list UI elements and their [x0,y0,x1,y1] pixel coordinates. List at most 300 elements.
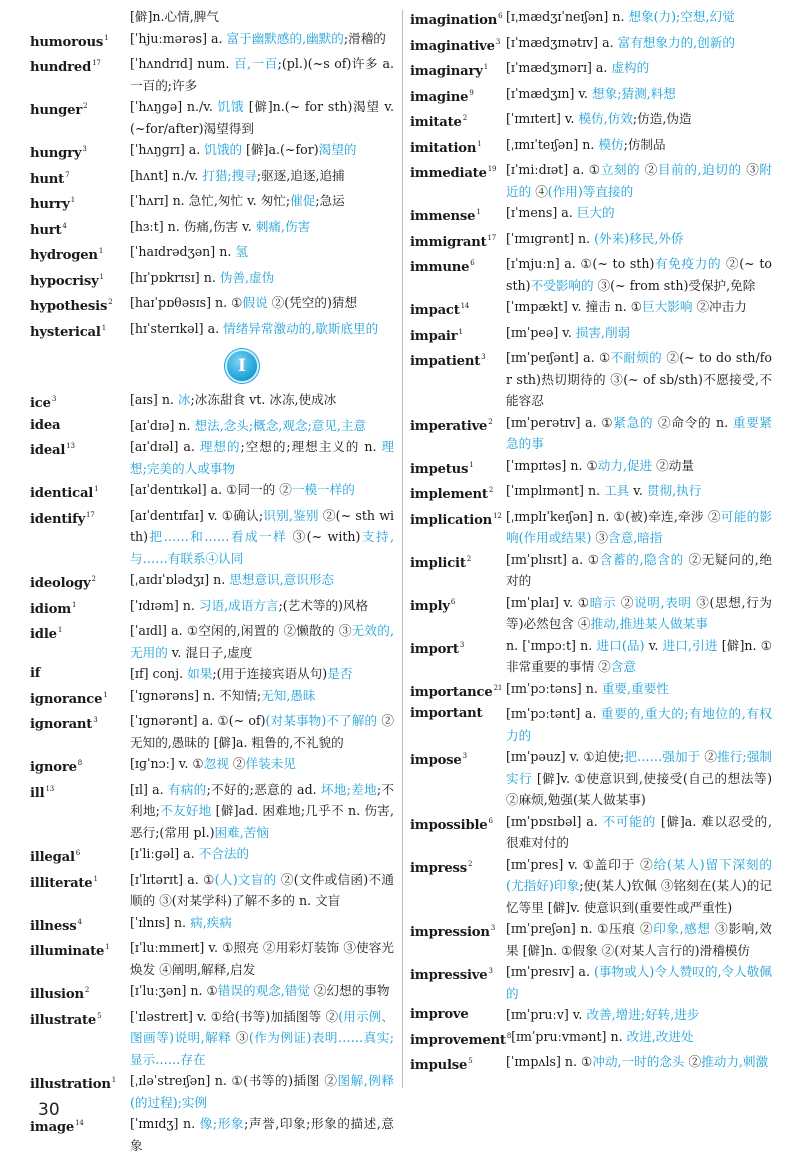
highlighted-meaning: 损害,削弱 [575,324,631,340]
definition-text: ②无知的,愚昧的 [僻]a. 粗鲁的,不礼貌的 [130,713,394,750]
definition-text: [ˈɪmpɪtəs] n. ① [506,457,598,473]
definition-text: [ɪɡˈnɔː] v. ① [130,756,204,771]
definition [130,241,394,263]
definition [130,569,394,591]
definition [130,843,394,865]
definition-text: ③(~ from sth)受保护,免除 [593,277,756,293]
highlighted-meaning: (用示例、图画等)说明,解释 [130,1008,394,1045]
highlighted-meaning: 想法,念头;概念,观念;意见,主意 [194,417,367,433]
dictionary-entry [410,455,772,481]
definition-text: [僻]a. 难以忍受的,很难对付的 [506,813,773,850]
definition [130,1006,394,1071]
headword: important [410,706,483,721]
definition [506,32,772,54]
headword: importance$^{21}$ [410,683,503,700]
definition-text: [haɪˈpɒθəsɪs] n. ① [130,295,243,310]
frequency-marker: 1 [99,272,104,281]
definition [130,753,394,775]
definition-text: [hɪˈpɒkrɪsɪ] n. [130,269,220,285]
headword: ill$^{13}$ [30,784,54,801]
headword: implement$^2$ [410,486,494,502]
definition-text: ;驱逐,追逐,追捕 [256,167,345,183]
highlighted-meaning: 有免疫力的 [654,256,722,271]
frequency-marker: 1 [94,485,99,493]
definition [506,134,772,156]
definition-text: [ɪmˈpɔːtəns] n. [506,680,602,696]
dictionary-entry [410,32,772,58]
headword: illness$^4$ [30,917,82,934]
highlighted-meaning: 改善,增进;好转,进步 [586,1007,700,1022]
highlighted-meaning: 有病的 [167,781,207,797]
definition [130,779,394,844]
definition [130,620,394,663]
definition [506,918,772,961]
highlighted-meaning: (作为例证)表明……真实;显示……存在 [130,1030,394,1067]
headword: imaginary$^1$ [410,63,488,79]
headword: impulse$^5$ [410,1057,473,1073]
definition-text: [ɪmˈpeɪʃənt] a. ① [506,350,611,365]
highlighted-meaning: 坏地;差地 [320,781,377,797]
headword: identify$^{17}$ [30,510,95,527]
definition [506,811,772,854]
definition [130,595,394,617]
definition [130,937,394,980]
definition-text: ;(pl.)(~s of)许多 a. 一百的;许多 [130,56,394,93]
highlighted-meaning: 图解,例释(的过程);实例 [130,1073,394,1110]
dictionary-entry [30,479,394,505]
definition-text: [ɪmˈperətɪv] a. ① [506,414,614,430]
definition [130,869,394,912]
frequency-marker: 13 [45,784,54,793]
highlighted-meaning: 含意 [610,659,636,674]
definition-text: ③(~ with) [287,529,361,544]
definition-text: [ˈɪmɪdʒ] n. [130,1116,200,1131]
highlighted-meaning: 模仿 [598,136,624,152]
definition-text: ②(~ sth with) [130,507,394,544]
highlighted-meaning: 饥饿 [217,99,245,114]
frequency-marker: 17 [92,59,101,67]
highlighted-meaning: 可能的影响(作用或结果) [506,508,772,545]
highlighted-meaning: 冰 [177,392,191,407]
headword: ignore$^8$ [30,759,83,775]
headword: import$^3$ [410,640,465,657]
frequency-marker: 1 [483,63,488,71]
definition [506,322,772,344]
highlighted-meaning: 推行;强制实行 [506,749,772,786]
definition [506,228,772,250]
definition-text: v. 混日子,虚度 [167,644,253,660]
dictionary-entry [30,980,394,1006]
definition [506,1051,772,1073]
definition-text: [僻]n. ①非常重要的事情 ② [506,637,772,674]
dictionary-entry [410,1051,772,1077]
dictionary-entry [410,918,772,961]
dictionary-entry [410,480,772,506]
definition-text: ② [228,756,246,771]
definition [506,635,772,678]
dictionary-entry [30,912,394,938]
headword: idea [30,417,61,433]
frequency-marker: 13 [66,442,75,450]
definition [506,703,772,746]
definition-text: [ɪmˈpruːvmənt] n. [511,1028,627,1044]
definition [130,216,394,238]
definition [130,53,394,96]
highlighted-meaning: 想象;猜测,料想 [592,85,676,101]
headword: imagine$^9$ [410,88,474,105]
definition-text: ;滑稽的 [343,30,386,46]
highlighted-meaning: 目前的,迫切的 [657,162,742,177]
definition-text: [ɪmˈpruːv] v. [506,1007,587,1022]
column-divider [402,10,403,1088]
dictionary-entry [410,592,772,635]
page-number: 30 [38,1100,60,1120]
frequency-marker: 19 [487,165,497,173]
definition-text: ;(艺术等的)风格 [278,597,369,613]
frequency-marker: 8 [506,1031,512,1040]
highlighted-meaning: 理想;完美的人或事物 [130,439,395,476]
highlighted-meaning: 贯彻,执行 [646,483,702,498]
definition [130,139,394,161]
frequency-marker: 1 [101,323,106,332]
highlighted-meaning: 病,疾病 [190,914,232,930]
highlighted-meaning: (作用)等直接的 [547,183,634,199]
headword: imply$^6$ [410,597,456,614]
headword: humorous$^1$ [30,33,109,50]
headword: illiterate$^1$ [30,874,98,891]
highlighted-meaning: 情绪异常激动的,歇斯底里的 [223,320,379,336]
highlighted-meaning: 无知,愚昧 [261,687,316,703]
headword: immigrant$^{17}$ [410,233,497,250]
frequency-marker: 1 [93,874,98,883]
definition [506,480,772,502]
highlighted-meaning: 动力,促进 [597,457,653,473]
frequency-marker: 1 [104,33,109,42]
frequency-marker: 1 [111,1076,116,1084]
frequency-marker: 2 [84,986,90,994]
highlighted-meaning: 富于幽默感的,幽默的 [226,30,344,46]
highlighted-meaning: 氢 [235,244,248,259]
definition-text: [ɪmˈpəuz] v. ①迫使; [506,749,625,764]
dictionary-entry [410,108,772,134]
frequency-marker: 2 [467,859,473,868]
dictionary-entry [410,83,772,109]
frequency-marker: 9 [469,88,474,97]
headword: implicit$^2$ [410,554,472,571]
frequency-marker: 3 [82,145,87,153]
definition [130,292,394,314]
definition [130,710,394,753]
section-letter: I [225,349,259,383]
definition [130,389,394,411]
definition [130,267,394,289]
headword: immediate$^{19}$ [410,165,497,181]
dictionary-entry [30,139,394,165]
headword: hungry$^3$ [30,145,87,161]
definition-text: [ɪmˈpres] v. ①盖印于 ② [506,856,654,872]
frequency-marker: 12 [493,511,502,520]
dictionary-entry [410,296,772,322]
highlighted-meaning: 刺痛,伤害 [255,218,311,234]
highlighted-meaning: 是否 [327,666,353,681]
frequency-marker: 17 [86,510,95,519]
headword: improvement$^8$ [410,1031,512,1048]
definition-text: [僻]a.(~for) [242,142,319,157]
headword: hysterical$^1$ [30,323,106,340]
highlighted-meaning: 不受影响的 [530,277,594,293]
definition-text: [ˈɪmɪɡrənt] n. [506,230,595,246]
definition-text: ④ [531,183,548,199]
definition [506,1004,772,1026]
headword: immense$^1$ [410,208,481,224]
frequency-marker: 3 [495,37,501,46]
definition-text: [ˈɪləstreɪt] v. ①给(书等)加插图等 ② [130,1008,339,1024]
highlighted-meaning: 巨大影响 [642,299,693,314]
definition-text: [ˌaɪdɪˈɒlədʒɪ] n. [130,572,230,587]
highlighted-meaning: 含意,暗指 [608,530,663,545]
highlighted-meaning: 忽视 [203,756,229,771]
frequency-marker: 3 [459,640,465,649]
highlighted-meaning: 把……和……看成一样 [148,529,288,544]
highlighted-meaning: 假说 [242,295,268,310]
headword: idiom$^1$ [30,600,77,617]
highlighted-meaning: 附近的 [506,162,772,199]
definition-text: [ɪmˈplɪsɪt] a. ① [506,551,600,567]
dictionary-entry [30,843,394,869]
frequency-marker: 21 [493,683,503,692]
definition-text: [aɪs] n. [130,392,178,407]
definition [506,549,772,592]
section-letter-badge [30,343,394,389]
highlighted-meaning: 给(某人)留下深刻的(尤指好)印象 [506,856,772,893]
highlighted-meaning: (对某事物)不了解的 [265,713,378,728]
frequency-marker: 6 [75,849,81,857]
headword: ice$^3$ [30,395,57,411]
definition-text: ②冲击力 [692,299,747,314]
dictionary-entry [410,703,772,746]
highlighted-meaning: 想象(力);空想,幻觉 [628,9,735,24]
definition-text: [ˈɪmpʌls] n. ① [506,1054,593,1069]
definition-text: ③ [231,1030,249,1045]
dictionary-entry [410,412,772,455]
highlighted-meaning: 说明,表明 [634,594,692,610]
definition [506,678,772,700]
definition-text: ② [700,749,718,764]
definition-text: ② [616,594,635,610]
frequency-marker: 4 [62,221,67,230]
definition-text: [ˈhʌrɪ] n. 急忙,匆忙 v. 匆忙; [130,193,291,208]
highlighted-meaning: (外来)移民,外侨 [594,230,684,246]
definition [506,455,772,477]
highlighted-meaning: 理想的 [199,439,241,454]
definition-text: [僻]v. ①使意识到,使接受(自己的想法等) ②麻烦,勉强(某人做某事) [506,770,773,807]
headword: hurt$^4$ [30,221,67,238]
headword: improve [410,1007,469,1022]
definition [506,83,772,105]
definition-text: [僻]ad. 困难地;几乎不 n. 伤害,恶行;(常用 pl.) [130,803,395,840]
dictionary-entry [410,506,772,549]
definition-text: [hɪˈsterɪkəl] a. [130,320,224,336]
dictionary-entry [410,322,772,348]
dictionary-entry [30,190,394,216]
definition-text: [ɪˈluːmɪneɪt] v. ①照亮 ②用彩灯装饰 ③使容光焕发 ④阐明,解释,启发 [130,940,394,977]
frequency-marker: 1 [103,690,108,699]
definition-text: [ɪˈmædʒɪnərɪ] a. [506,60,612,75]
definition-text: [ɪˈmædʒɪn] v. [506,85,593,101]
headword: hypocrisy$^1$ [30,272,104,289]
headword: impact$^{14}$ [410,302,470,318]
dictionary-entry [410,811,772,854]
dictionary-entry [30,389,394,415]
dictionary-entry [30,318,394,344]
highlighted-meaning: 富有想象力的,创新的 [617,34,735,50]
frequency-marker: 1 [469,460,474,469]
definition-text: ②(凭空的)猜想 [267,295,358,310]
definition-text: [ˌɪmɪˈteɪʃən] n. [506,136,599,152]
headword: hydrogen$^1$ [30,247,104,263]
definition [506,202,772,224]
dictionary-entry [410,746,772,811]
definition-text: [ɪmˈpɔːtənt] a. [506,706,601,721]
definition [130,1113,394,1156]
definition-text: ③影响,效果 [僻]n. ①假象 ②(对某人言行的)滑稽模仿 [506,921,772,958]
definition-text: [hʌnt] n./v. [130,167,203,183]
frequency-marker: 1 [57,626,63,634]
highlighted-meaning: 模仿,仿效 [578,111,633,126]
dictionary-entry [30,216,394,242]
frequency-marker: 5 [97,1011,102,1020]
definition-text: [ɪˈmens] a. [506,205,577,220]
definition-text: ③ [591,530,608,545]
definition-text: [ˈɪmɪteɪt] v. [506,111,579,126]
definition-text: ②(~ to do sth/for sth)热切期待的 ③(~ of sb/sth)不愿接受,不能容忍 [506,350,773,408]
highlighted-meaning: 推动,推进某人做某事 [590,616,708,631]
definition-text: ;(用于连接宾语从句) [212,666,328,681]
headword: imitation$^1$ [410,139,482,156]
frequency-marker: 2 [462,114,467,122]
frequency-marker: 3 [490,924,496,932]
highlighted-meaning: 立刻的 [600,162,641,177]
right-column [410,6,772,1077]
headword: immune$^6$ [410,259,475,275]
definition-text: v. [644,637,663,653]
definition [130,415,394,437]
highlighted-meaning: 印象,感想 [653,921,711,936]
definition-text: [僻]n.心情,脾气 [130,9,219,24]
headword: impressive$^3$ [410,967,493,983]
highlighted-meaning: 冲动,一时的念头 [592,1054,685,1069]
definition [130,6,394,28]
definition-text: [ˈhaɪdrədʒən] n. [130,244,236,259]
dictionary-entry [30,267,394,293]
highlighted-meaning: 如果 [187,666,213,681]
frequency-marker: 7 [65,170,70,179]
headword: ignorance$^1$ [30,690,108,707]
headword: impatient$^3$ [410,353,486,369]
definition-text: v. [629,483,647,498]
definition-text: ③ [741,162,760,177]
dictionary-entry [30,415,394,437]
dictionary-entry [410,134,772,160]
dictionary-entry [410,961,772,1004]
headword: illuminate$^1$ [30,943,110,959]
dictionary-entry [30,1113,394,1156]
definition [506,159,772,202]
left-column [30,6,394,1156]
highlighted-meaning: (事物或人)令人赞叹的,令人敬佩的 [506,964,772,1001]
frequency-marker: 3 [481,353,486,361]
definition-text: [ɪˈmædʒɪnətɪv] a. [506,34,618,50]
highlighted-meaning: 含蓄的,隐含的 [599,551,684,567]
dictionary-entry [30,436,394,479]
definition-text: [ˈhʌŋɡrɪ] a. [130,142,205,157]
definition-text: ;仿制品 [623,136,666,152]
definition-text: ③(思想,行为等)必然包含 ④ [506,594,772,631]
dictionary-entry [30,685,394,711]
highlighted-meaning: 重要,重要性 [601,680,669,696]
definition-text: ;不好的;恶意的 ad. [206,781,321,797]
definition-text: [ɪˈmjuːn] a. ①(~ to sth) [506,256,655,271]
dictionary-entry [30,779,394,844]
definition-text: [aɪˈdentɪfaɪ] v. ①确认; [130,507,264,523]
highlighted-meaning: 一模一样的 [291,482,355,497]
frequency-marker: 6 [498,12,503,20]
frequency-marker: 3 [488,967,493,975]
dictionary-entry [30,6,394,28]
frequency-marker: 1 [105,943,110,951]
definition [130,190,394,212]
definition [130,479,394,501]
definition-text: [ɪˌmædʒɪˈneɪʃən] n. [506,9,629,24]
definition-text: [ɪˈluːʒən] n. ① [130,983,218,998]
headword: ideal$^{13}$ [30,442,75,458]
definition-text: [ˈɪdɪəm] n. [130,597,199,613]
definition [506,592,772,635]
definition-text: [ɪf] conj. [130,666,188,681]
dictionary-entry [410,6,772,32]
headword: hypothesis$^2$ [30,298,113,314]
definition-text: [ɪl] a. [130,781,168,797]
headword: hurry$^1$ [30,196,76,212]
highlighted-meaning: 不友好地 [159,803,212,818]
definition-text: ②(~ to sth) [506,256,772,293]
frequency-marker: 2 [466,554,472,563]
frequency-marker: 14 [75,1119,84,1127]
headword: illegal$^6$ [30,849,81,865]
definition-text: ;冰冻甜食 vt. 冰冻,使成冰 [190,392,337,407]
highlighted-meaning: 工具 [604,483,630,498]
highlighted-meaning: 把……强加于 [624,749,701,764]
definition [506,6,772,28]
frequency-marker: 2 [108,298,113,306]
frequency-marker: 1 [70,196,76,204]
definition-text: [ɪˈlɪtərɪt] a. ① [130,871,215,887]
frequency-marker: 2 [488,417,493,426]
headword: imaginative$^3$ [410,37,501,54]
definition-text: [ɪmˈpeə] v. [506,324,576,340]
definition-text: [ˈhjuːmərəs] a. [130,30,227,46]
definition [130,912,394,934]
headword: impose$^3$ [410,752,467,768]
definition [506,296,772,318]
definition-text: [ɪmˈpɒsɪbəl] a. [506,813,603,829]
frequency-marker: 3 [93,716,98,724]
dictionary-entry [410,678,772,704]
headword: impetus$^1$ [410,460,474,477]
definition [506,57,772,79]
dictionary-entry [30,96,394,139]
definition-text: [ˈɪlnɪs] n. [130,914,191,930]
